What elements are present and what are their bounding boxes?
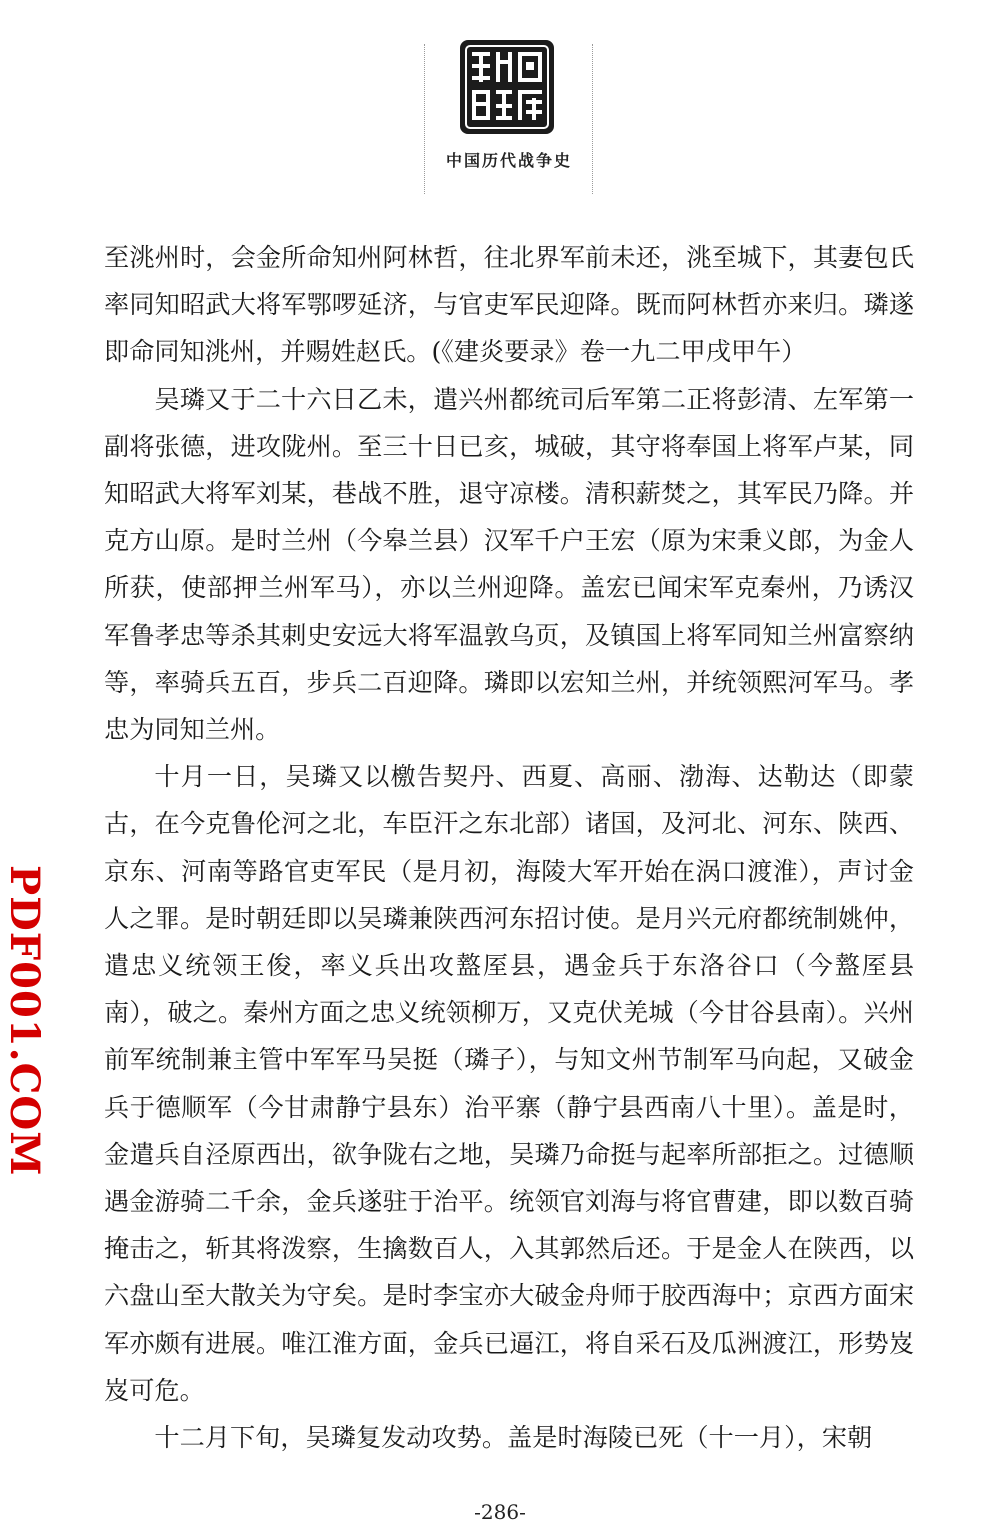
header-divider-left [424,44,425,194]
paragraph: 吴璘又于二十六日乙未，遣兴州都统司后军第二正将彭清、左军第一副将张德，进攻陇州。至三十日已亥，城破，其守将奉国上将军卢某，同知昭武大将军刘某，巷战不胜，退守凉楼。清积薪焚之，其军民乃降。并克方山原。是时兰州（今皋兰县）汉军千户王宏（原为宋秉义郎，为金人所获，使部押兰州军马），亦以兰州迎降。盖宏已闻宋军克秦州，乃诱汉军鲁孝忠等杀其刺史安远大将军温敦乌页，及镇国上将军同知兰州富察纳等，率骑兵五百，步兵二百迎降。璘即以宏知兰州，并统领熙河军马。孝忠为同知兰州。 [104,384,914,745]
series-title: 中国历代战争史 [445,151,572,170]
body-text [104,234,914,1461]
paragraph: 十二月下旬，吴璘复发动攻势。盖是时海陵已死（十一月），宋朝 [154,1423,873,1453]
watermark: PDF001.COM [1,865,48,1177]
paragraph: 至洮州时，会金所命知州阿林哲，往北界军前未还，洮至城下，其妻包氏率同知昭武大将军鄂啰延济，与官吏军民迎降。既而阿林哲亦来归。璘遂即命同知洮州，并赐姓赵氏。(《建炎要录》卷一九二甲戌甲午） [104,243,914,367]
paragraph: 十月一日，吴璘又以檄告契丹、西夏、高丽、渤海、达勒达（即蒙古，在今克鲁伦河之北，车臣汗之东北部）诸国，及河北、河东、陕西、京东、河南等路官吏军民（是月初，海陵大军开始在涡口渡淮），声讨金人之罪。是时朝廷即以吴璘兼陕西河东招讨使。是月兴元府都统制姚仲，遣忠义统领王俊，率义兵出攻盩厔县，遇金兵于东洛谷口（今盩厔县南），破之。秦州方面之忠义统领柳万，又克伏羌城（今甘谷县南）。兴州前军统制兼主管中军军马吴挺（璘子），与知文州节制军马向起，又破金兵于德顺军（今甘肃静宁县东）治平寨（静宁县西南八十里）。盖是时，金遣兵自泾原西出，欲争陇右之地，吴璘乃命挺与起率所部拒之。过德顺遇金游骑二千余，金兵遂驻于治平。统领官刘海与将官曹建，即以数百骑掩击之，斩其将泼察，生擒数百人，入其郭然后还。于是金人在陕西，以六盘山至大散关为守矣。是时李宝亦大破金舟师于胶西海中；京西方面宋军亦颇有进展。唯江淮方面，金兵已逼江，将自采石及瓜洲渡江，形势岌岌可危。 [104,762,914,1405]
seal-logo-icon [458,38,556,136]
header-divider-right [592,44,593,194]
page-header [380,36,620,186]
page-number: -286- [474,1500,526,1524]
